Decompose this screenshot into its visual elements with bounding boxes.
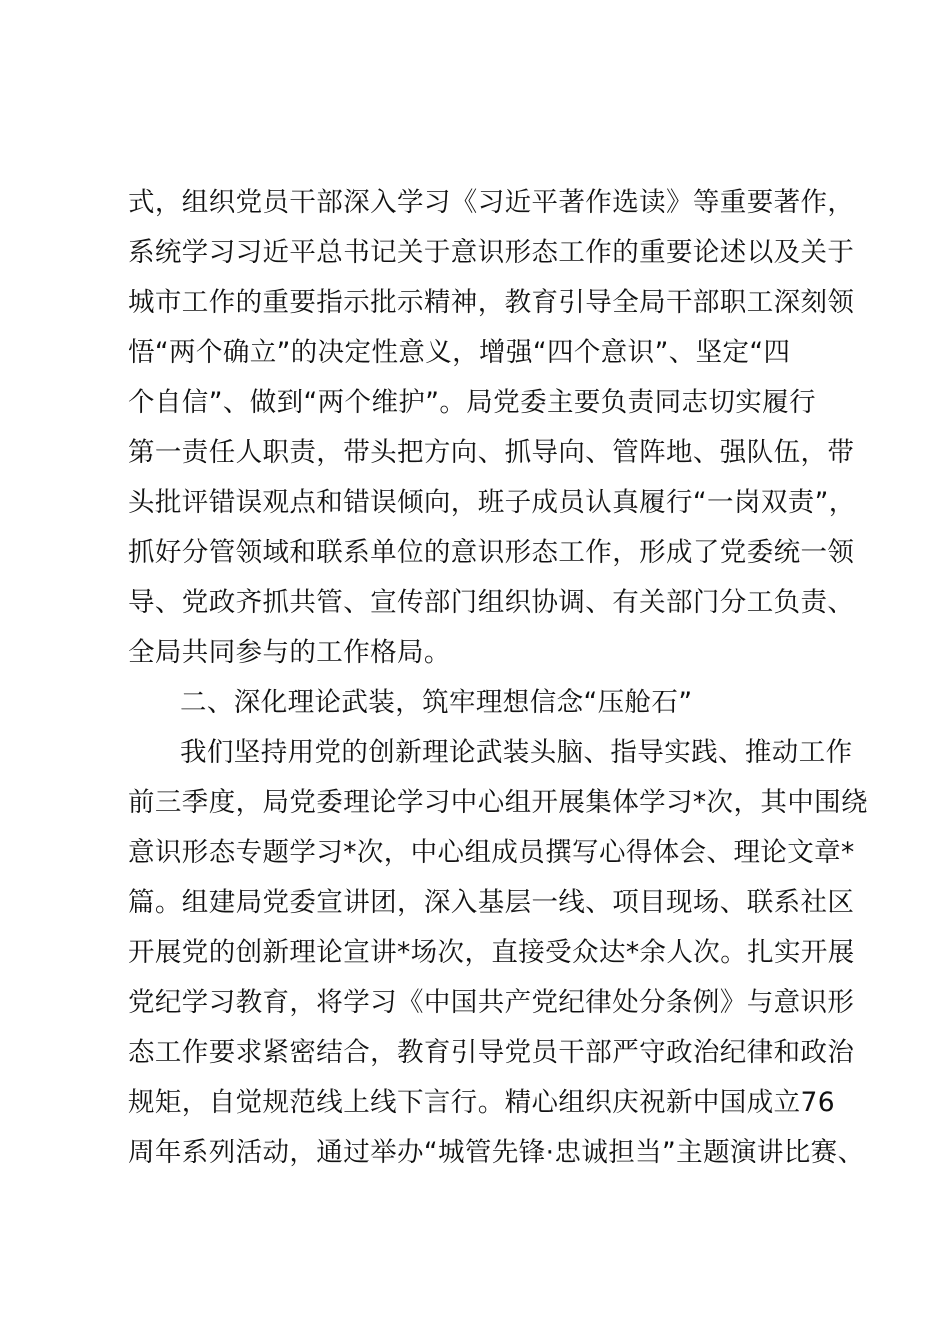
- paragraph1-line-6: 第一责任人职责，带头把方向、抓导向、管阵地、强队伍，带: [128, 437, 855, 468]
- paragraph2-line-1: 我们坚持用党的创新理论武装头脑、指导实践、推动工作: [180, 737, 853, 768]
- paragraph1-line-2: 系统学习习近平总书记关于意识形态工作的重要论述以及关于: [128, 237, 855, 268]
- paragraph1-line-10: 全局共同参与的工作格局。: [128, 637, 451, 668]
- paragraph2-line-2: 前三季度，局党委理论学习中心组开展集体学习*次，其中围绕: [128, 787, 868, 818]
- paragraph2-line-9: 周年系列活动，通过举办“城管先锋·忠诚担当”主题演讲比赛、: [128, 1137, 865, 1168]
- paragraph2-line-5: 开展党的创新理论宣讲*场次，直接受众达*余人次。扎实开展: [128, 937, 855, 968]
- paragraph2-line-3: 意识形态专题学习*次，中心组成员撰写心得体会、理论文章*: [128, 837, 855, 868]
- paragraph1-line-8: 抓好分管领域和联系单位的意识形态工作，形成了党委统一领: [128, 537, 855, 568]
- paragraph1-line-4: 悟“两个确立”的决定性意义，增强“四个意识”、坚定“四: [128, 337, 791, 368]
- paragraph2-line-7: 态工作要求紧密结合，教育引导党员干部严守政治纪律和政治: [128, 1037, 855, 1068]
- paragraph1-line-9: 导、党政齐抓共管、宣传部门组织协调、有关部门分工负责、: [128, 587, 855, 618]
- paragraph1-line-5: 个自信”、做到“两个维护”。局党委主要负责同志切实履行: [128, 387, 816, 418]
- section-heading: 二、深化理论武装，筑牢理想信念“压舱石”: [180, 687, 693, 718]
- paragraph2-line-6: 党纪学习教育，将学习《中国共产党纪律处分条例》与意识形: [128, 987, 855, 1018]
- paragraph1-line-7: 头批评错误观点和错误倾向，班子成员认真履行“一岗双责”，: [128, 487, 856, 518]
- paragraph2-line-8: 规矩，自觉规范线上线下言行。精心组织庆祝新中国成立76: [128, 1087, 836, 1118]
- paragraph2-line-4: 篇。组建局党委宣讲团，深入基层一线、项目现场、联系社区: [128, 887, 855, 918]
- paragraph1-line-1: 式，组织党员干部深入学习《习近平著作选读》等重要著作，: [128, 187, 855, 218]
- paragraph1-line-3: 城市工作的重要指示批示精神，教育引导全局干部职工深刻领: [128, 287, 855, 318]
